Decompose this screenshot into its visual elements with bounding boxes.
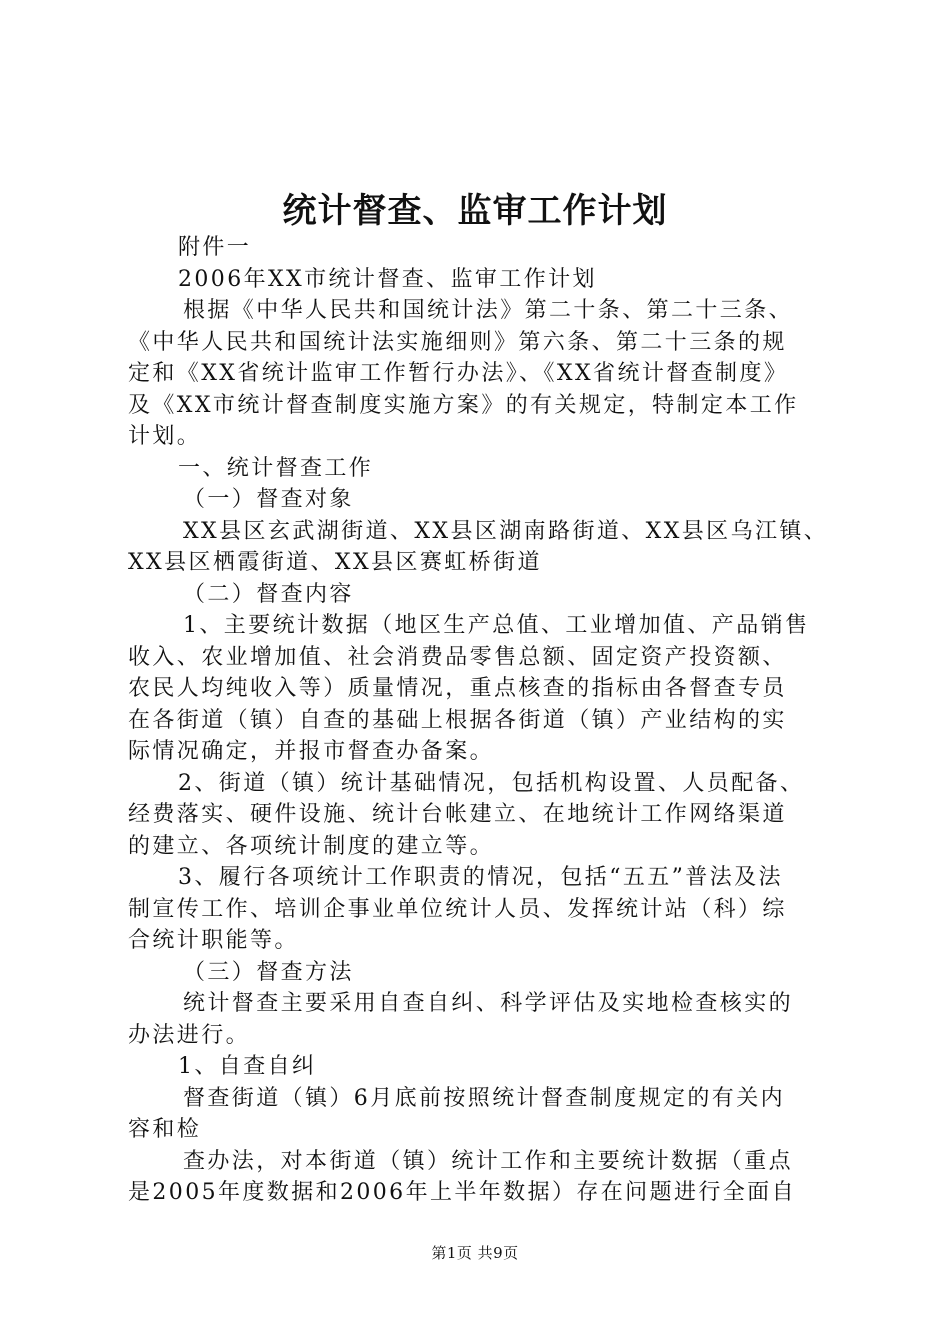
subsection-heading: （二）督查内容: [183, 581, 354, 607]
paragraph-line: 根据《中华人民共和国统计法》第二十条、第二十三条、: [183, 298, 794, 323]
paragraph-line: 合统计职能等。: [128, 928, 299, 953]
paragraph-line: 是2005年度数据和2006年上半年数据）存在问题进行全面自: [128, 1180, 796, 1205]
subsection-heading: （一）督查对象: [183, 487, 354, 512]
paragraph-line: 制宣传工作、培训企事业单位统计人员、发挥统计站（科）综: [128, 896, 787, 922]
paragraph-line: 督查街道（镇）6月底前按照统计督查制度规定的有关内: [183, 1085, 785, 1111]
paragraph-line: 办法进行。: [128, 1022, 251, 1048]
document-body: [128, 232, 848, 1209]
paragraph-line: 1、主要统计数据（地区生产总值、工业增加值、产品销售: [183, 613, 810, 638]
document-title: 统计督查、监审工作计划: [282, 191, 668, 231]
section-heading: 一、统计督查工作: [178, 455, 374, 481]
paragraph-line: 收入、农业增加值、社会消费品零售总额、固定资产投资额、: [128, 644, 787, 670]
attachment-label: 附件一: [178, 235, 252, 260]
paragraph-line: XX县区栖霞街道、XX县区赛虹桥街道: [128, 550, 542, 575]
paragraph-line: 际情况确定，并报市督查办备案。: [128, 739, 495, 764]
paragraph-line: 2、街道（镇）统计基础情况，包括机构设置、人员配备、: [178, 770, 805, 796]
paragraph-line: 查办法，对本街道（镇）统计工作和主要统计数据（重点: [183, 1148, 794, 1174]
paragraph-line: 及《XX市统计督查制度实施方案》的有关规定，特制定本工作: [128, 392, 799, 418]
paragraph-line: 容和检: [128, 1117, 202, 1142]
paragraph-line: XX县区玄武湖街道、XX县区湖南路街道、XX县区乌江镇、: [183, 518, 829, 544]
paragraph-line: 《中华人民共和国统计法实施细则》第六条、第二十三条的规: [128, 329, 787, 355]
item-heading: 1、自查自纠: [178, 1054, 317, 1079]
paragraph-line: 的建立、各项统计制度的建立等。: [128, 833, 495, 859]
paragraph-line: 定和《XX省统计监审工作暂行办法》、《XX省统计督查制度》: [128, 361, 789, 386]
paragraph-line: 经费落实、硬件设施、统计台帐建立、在地统计工作网络渠道: [128, 802, 787, 827]
paragraph-line: 3、履行各项统计工作职责的情况，包括“五五”普法及法: [178, 865, 783, 890]
page-number-footer: 第1页 共9页: [431, 1244, 519, 1262]
paragraph-line: 计划。: [128, 424, 202, 449]
paragraph-line: 统计督查主要采用自查自纠、科学评估及实地检查核实的: [183, 991, 794, 1016]
plan-subtitle: 2006年XX市统计督查、监审工作计划: [178, 266, 597, 292]
paragraph-line: 农民人均纯收入等）质量情况，重点核查的指标由各督查专员: [128, 676, 787, 701]
paragraph-line: 在各街道（镇）自查的基础上根据各街道（镇）产业结构的实: [128, 707, 787, 733]
subsection-heading: （三）督查方法: [183, 959, 354, 985]
